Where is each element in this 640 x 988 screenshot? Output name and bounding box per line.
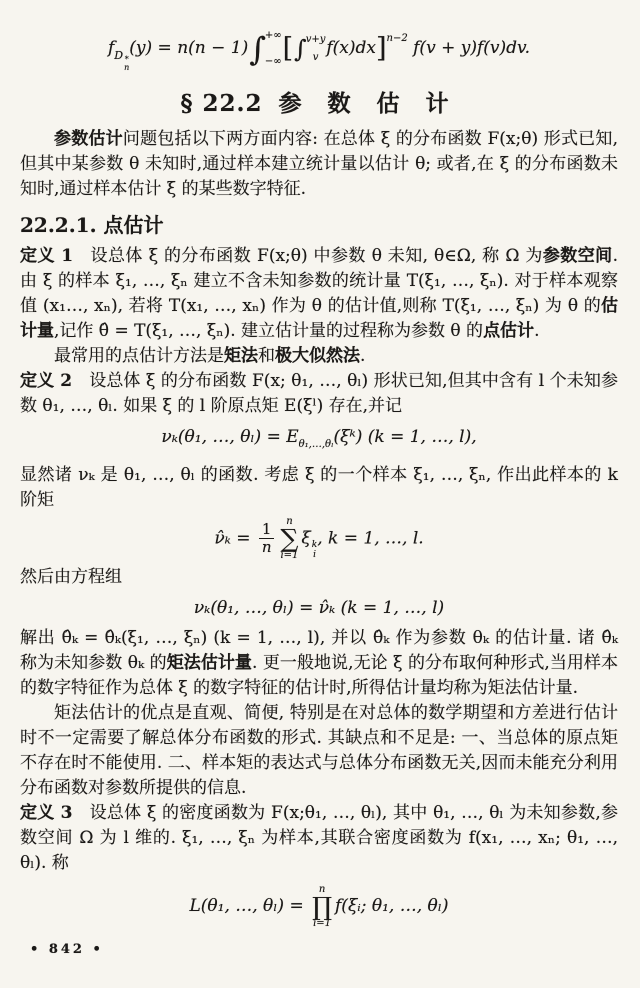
integral-limits: +∞ −∞	[264, 29, 282, 67]
definition-label: 定义 3	[20, 803, 73, 824]
population-moment-formula	[20, 422, 618, 460]
formula-text: L(θ₁, …, θₗ) =	[189, 896, 310, 917]
outer-integral	[249, 31, 281, 67]
keyword-moment-estimator: 矩法估计量	[166, 653, 252, 674]
definition-label: 定义 2	[20, 371, 73, 391]
moment-equation-formula: νₖ(θ₁, …, θₗ) = ν̂ₖ (k = 1, …, l)	[193, 598, 445, 619]
integral-sign: ∫	[249, 29, 266, 68]
text-run: . 由 ξ 的样本 ξ₁, …, ξₙ 建立不含未知参数的统计量 T(ξ₁, …, ξₙ). 对于样本观察值 (x₁…, xₙ), 若将 T(x₁, …, xₙ) 作为 θ 的估计值,则称 T(ξ₁, …, ξₙ) 为 θ 的	[20, 246, 619, 316]
right-bracket: ]	[376, 33, 387, 64]
integrand: f(x)dx	[326, 38, 376, 58]
section-heading	[20, 89, 618, 119]
sub-sup-stack: * n	[124, 55, 130, 73]
expectation-subscript: θ₁,…,θₗ	[298, 439, 334, 450]
exponent: n−2	[386, 33, 408, 44]
formula-tail: f(v + y)f(v)dv.	[413, 38, 530, 58]
intro-paragraph	[20, 127, 618, 202]
pros-cons-paragraph: 矩法估计的优点是直观、简便, 特别是在对总体的数学期望和方差进行估计时不一定需要了解总体分布函数的形式. 其缺点和不足是: 一、当总体的原点矩不存在时不能使用. 二、样本矩的表达式与总体分布函数无关,因而未能充分利用分布函数对参数所提供的信息.	[20, 703, 618, 799]
sub-sup-stack: k i	[311, 540, 318, 561]
summation-operator: n ∑ i=1	[280, 516, 299, 561]
text-run: 最常用的点估计方法是	[54, 346, 224, 366]
keyword-parameter-estimation: 参数估计	[54, 129, 123, 149]
page-number: • 842 •	[30, 942, 104, 957]
keyword-maximum-likelihood: 极大似然法	[275, 346, 360, 366]
subsection-heading: 22.2.1. 点估计	[20, 213, 164, 237]
formula-text: νₖ(θ₁, …, θₗ) = E	[161, 427, 299, 447]
sample-moment-paragraph: 显然诸 νₖ 是 θ₁, …, θₗ 的函数. 考虑 ξ 的一个样本 ξ₁, …, ξₙ, 作出此样本的 k 阶矩	[20, 465, 618, 510]
formula-text: (y) = n(n − 1)	[129, 38, 249, 58]
text-run: 设总体 ξ 的分布函数 F(x;θ) 中参数 θ 未知, θ∈Ω, 称 Ω 为	[73, 246, 543, 266]
text-run: .	[534, 321, 540, 341]
keyword-parameter-space: 参数空间	[542, 246, 613, 266]
text-run: 解出 θ̂ₖ = θ̂ₖ(ξ₁, …, ξₙ) (k = 1, …, l), 并以 θ̂ₖ 作为参数 θₖ 的估计量. 诸 θ̂ₖ 称为未知参数 θₖ 的	[20, 628, 618, 674]
formula-text: (ξᵏ) (k = 1, …, l),	[333, 427, 477, 447]
text-run: ,记作 θ̂ = T(ξ₁, …, ξₙ). 建立估计量的过程称为参数 θ 的	[54, 321, 484, 341]
text-run: 设总体 ξ 的密度函数为 F(x;θ₁, …, θₗ), 其中 θ₁, …, θₗ 为未知参数,参数空间 Ω 为 l 维的. ξ₁, …, ξₙ 为样本,其联合密度函数为 f(x₁, …, xₙ; θ₁, …, θₗ). 称	[20, 803, 618, 874]
sigma-sign: ∑	[280, 524, 299, 553]
methods-paragraph	[20, 344, 618, 369]
fraction-one-over-n: $\frac{1}{n}$	[259, 521, 275, 557]
keyword-estimator: 估计量	[20, 296, 618, 341]
keyword-moment-method: 矩法	[224, 346, 258, 366]
formula-text: f(ξᵢ; θ₁, …, θₗ)	[335, 896, 449, 917]
definition-1-paragraph	[20, 244, 618, 344]
likelihood-function-formula	[20, 884, 618, 928]
definition-2-paragraph	[20, 369, 618, 419]
range-density-formula	[20, 20, 618, 75]
keyword-point-estimation: 点估计	[483, 321, 535, 341]
integral-limits: v+y v	[305, 33, 326, 63]
integral-sign: ∫	[294, 34, 307, 63]
formula-text: ν̂ₖ =	[214, 528, 256, 549]
text-run: . 更一般地说,无论 ξ 的分布取何种形式,当用样本的数字特征作为总体 ξ 的数字特征的估计时,所得估计量均称为矩法估计量.	[20, 653, 618, 699]
text-run: .	[360, 346, 366, 366]
moment-estimator-paragraph	[20, 626, 618, 701]
sample-moment-formula	[20, 517, 618, 561]
pi-sign: ∏	[312, 891, 333, 921]
definition-3-paragraph	[20, 801, 618, 876]
text-run: 问题包括以下两方面内容: 在总体 ξ 的分布函数 F(x;θ) 形式已知,但其中某参数 θ 未知时,通过样本建立统计量以估计 θ; 或者,在 ξ 的分布函数未知时,通过样本估计 ξ 的某些数字特征.	[20, 129, 618, 199]
section-title: 参 数 估 计	[278, 90, 458, 117]
left-bracket: [	[282, 33, 294, 64]
math-var: ξ	[301, 528, 311, 549]
text-run: 和	[258, 346, 275, 366]
definition-label: 定义 1	[20, 246, 74, 266]
math-var: f	[108, 38, 115, 58]
text-run: 设总体 ξ 的分布函数 F(x; θ₁, …, θₗ) 形状已知,但其中含有 l 个未知参数 θ₁, …, θₗ. 如果 ξ 的 l 阶原点矩 E(ξˡ) 存在,并记	[20, 371, 619, 416]
inner-integral	[294, 35, 325, 63]
statistic-subscript: D * n	[114, 49, 130, 73]
formula-text: , k = 1, …, l.	[317, 528, 424, 549]
equation-system-lead: 然后由方程组	[20, 567, 122, 588]
section-number: § 22.2	[180, 90, 263, 117]
product-operator: n ∏ i=1	[312, 883, 333, 929]
